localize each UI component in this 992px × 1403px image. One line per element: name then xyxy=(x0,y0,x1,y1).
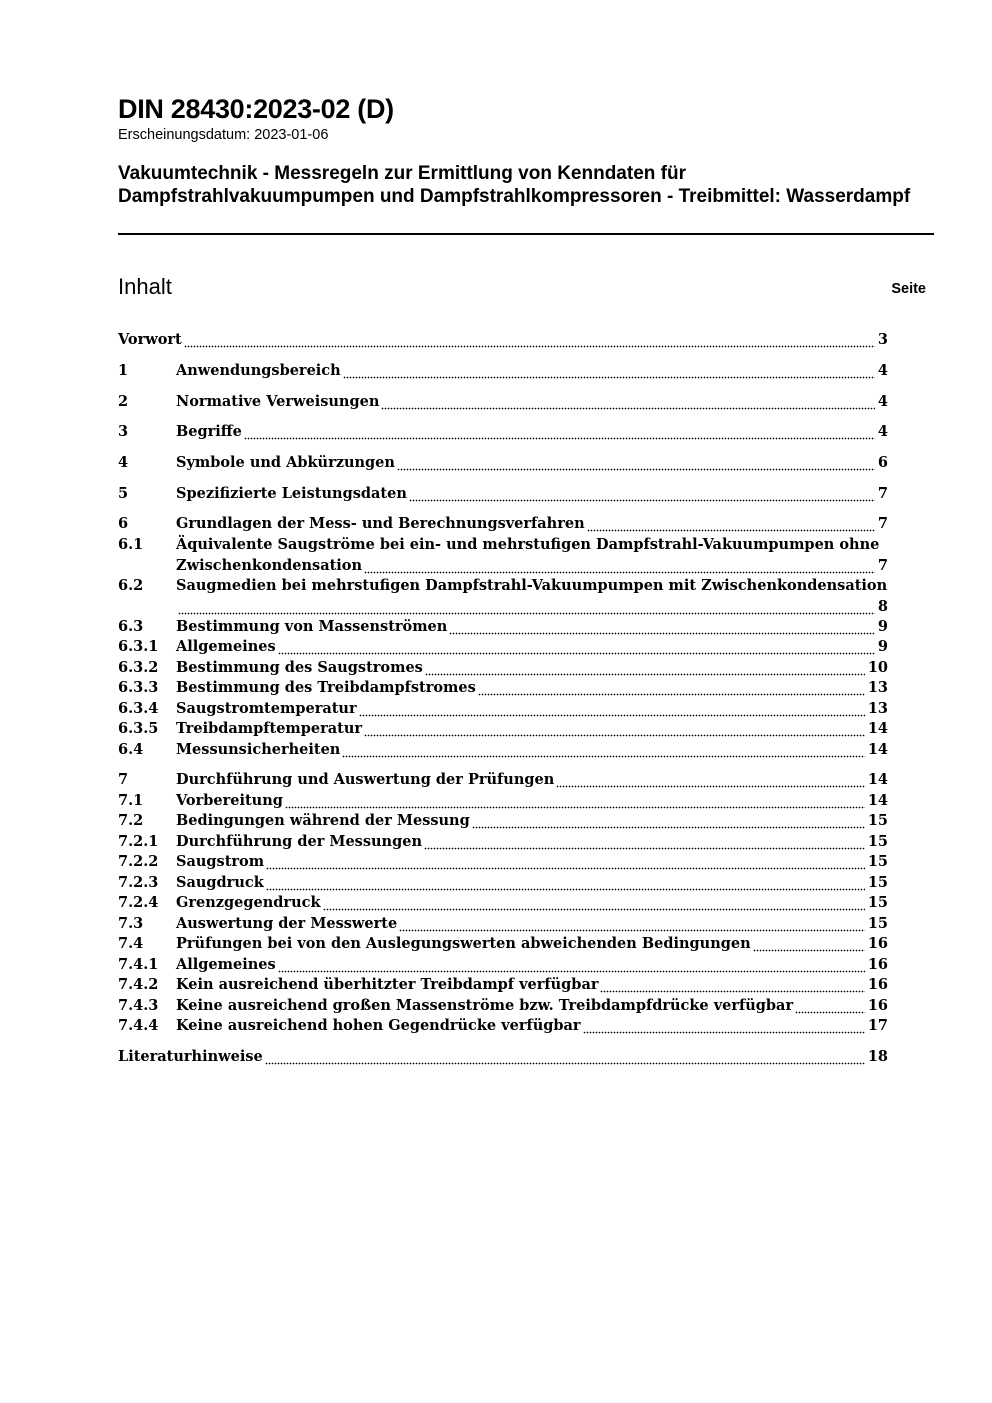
toc-entry[interactable] xyxy=(118,678,888,699)
toc-entry-page: 16 xyxy=(867,997,888,1014)
toc-entry-title: Literaturhinweise xyxy=(118,1048,263,1065)
toc-entry-title: Vorbereitung xyxy=(176,792,283,809)
toc-entry-title: Durchführung und Auswertung der Prüfungen xyxy=(176,771,555,788)
toc-entry-page: 6 xyxy=(877,454,888,471)
toc-leader-dots xyxy=(425,658,865,679)
toc-entry-number: 6.3 xyxy=(118,618,144,635)
toc-entry-page: 7 xyxy=(877,556,888,574)
toc-leader-dots xyxy=(472,811,865,832)
toc-entry-number: 7.2.2 xyxy=(118,853,159,870)
toc-entry-number: 6.4 xyxy=(118,741,144,758)
toc-entry-page: 15 xyxy=(867,894,888,911)
toc-entry-page: 9 xyxy=(877,638,888,655)
toc-entry-page: 14 xyxy=(867,771,888,788)
toc-entry-page: 4 xyxy=(877,423,888,440)
toc-entry-title: Bestimmung des Saugstromes xyxy=(176,659,423,676)
toc-entry-title: Auswertung der Messwerte xyxy=(176,915,398,932)
toc-entry-title: Grenzgegendruck xyxy=(176,894,321,911)
toc-entry-page: 4 xyxy=(877,362,888,379)
toc-entry-page: 7 xyxy=(877,515,888,532)
toc-entry[interactable] xyxy=(118,893,888,914)
toc-leader-dots xyxy=(359,699,865,720)
toc-entry-title: Kein ausreichend überhitzter Treibdampf verfügbar xyxy=(176,976,599,993)
toc-entry-number: 7.2.1 xyxy=(118,833,159,850)
toc-leader-dots xyxy=(265,1047,865,1068)
toc-entry[interactable] xyxy=(118,1047,888,1068)
toc-entry[interactable] xyxy=(118,392,888,413)
toc-leader-dots xyxy=(343,361,875,382)
toc-entry-title: Keine ausreichend hohen Gegendrücke verfügbar xyxy=(176,1017,581,1034)
toc-entry[interactable] xyxy=(118,832,888,853)
toc-entry-page: 16 xyxy=(867,935,888,952)
toc-entry[interactable] xyxy=(118,1016,888,1037)
toc-entry[interactable] xyxy=(118,617,888,638)
toc-entry-title: Spezifizierte Leistungsdaten xyxy=(176,485,407,502)
toc-leader-dots xyxy=(409,484,875,505)
toc-entry[interactable] xyxy=(118,791,888,812)
toc-entry-page: 13 xyxy=(867,700,888,717)
toc-entry-title: Bestimmung des Treibdampfstromes xyxy=(176,679,476,696)
toc-entry[interactable] xyxy=(118,770,888,791)
toc-entry-title: Vorwort xyxy=(118,331,182,348)
toc-leader-dots xyxy=(244,422,875,443)
toc-entry-page: 18 xyxy=(867,1048,888,1065)
toc-entry-title: Bestimmung von Massenströmen xyxy=(176,618,448,635)
toc-leader-dots xyxy=(364,719,865,740)
toc-entry[interactable] xyxy=(118,719,888,740)
toc-entry-number: 7 xyxy=(118,771,129,788)
toc-entry[interactable] xyxy=(118,637,888,658)
document-title: Vakuumtechnik - Messregeln zur Ermittlung von Kenndaten für Dampfstrahlvakuumpumpen und Dampfstrahlkompressoren - Treibmittel: Wasserdampf xyxy=(118,163,911,207)
toc-entry-number: 1 xyxy=(118,362,129,379)
toc-entry-page: 15 xyxy=(867,812,888,829)
toc-entry-title: Normative Verweisungen xyxy=(176,393,380,410)
toc-entry[interactable] xyxy=(118,914,888,935)
toc-entry-number: 6.3.2 xyxy=(118,659,159,676)
toc-entry-title: Saugmedien bei mehrstufigen Dampfstrahl-Vakuumpumpen mit Zwischenkondensation xyxy=(176,577,888,594)
toc-entry-page: 15 xyxy=(867,853,888,870)
toc-leader-dots xyxy=(178,597,875,618)
toc-entry[interactable] xyxy=(118,852,888,873)
toc-entry-page: 4 xyxy=(877,393,888,410)
toc-leader-dots xyxy=(399,914,865,935)
toc-entry[interactable] xyxy=(118,873,888,894)
toc-entry-title: Begriffe xyxy=(176,423,242,440)
toc-entry-number: 6 xyxy=(118,515,129,532)
toc-entry-title: Bedingungen während der Messung xyxy=(176,812,470,829)
toc-entry-page: 13 xyxy=(867,679,888,696)
toc-entry[interactable] xyxy=(118,422,888,443)
toc-heading: Inhalt xyxy=(118,274,172,299)
toc-entry[interactable] xyxy=(118,361,888,382)
toc-leader-dots xyxy=(342,740,864,761)
toc-entry-number: 7.1 xyxy=(118,792,144,809)
toc-entry-title: Treibdampftemperatur xyxy=(176,720,363,737)
toc-entry-title-continued: Zwischenkondensation xyxy=(176,556,363,574)
toc-entry-title: Symbole und Abkürzungen xyxy=(176,454,395,471)
publication-date: Erscheinungsdatum: 2023-01-06 xyxy=(118,127,329,143)
toc-entry-number: 7.2.3 xyxy=(118,874,159,891)
toc-entry-page: 14 xyxy=(867,792,888,809)
toc-leader-dots xyxy=(266,873,865,894)
toc-entry-page: 14 xyxy=(867,741,888,758)
toc-leader-dots xyxy=(587,514,875,535)
page-column-heading: Seite xyxy=(891,281,926,297)
toc-entry-page: 3 xyxy=(877,331,888,348)
toc-entry-number: 6.3.5 xyxy=(118,720,159,737)
toc-entry-number: 7.4.1 xyxy=(118,956,159,973)
toc-entry-number: 4 xyxy=(118,454,129,471)
toc-entry-page: 16 xyxy=(867,976,888,993)
toc-entry-number: 7.4.3 xyxy=(118,997,159,1014)
toc-entry-number: 3 xyxy=(118,423,129,440)
toc-entry[interactable] xyxy=(118,955,888,976)
toc-entry-number: 7.4.2 xyxy=(118,976,159,993)
toc-entry-number: 6.2 xyxy=(118,577,144,594)
toc-entry-page: 17 xyxy=(867,1017,888,1034)
title-divider xyxy=(118,233,934,235)
toc-entry[interactable] xyxy=(118,975,888,996)
toc-leader-dots xyxy=(424,832,865,853)
toc-entry[interactable] xyxy=(118,330,888,351)
toc-entry-number: 6.1 xyxy=(118,536,144,553)
toc-leader-dots xyxy=(795,996,865,1017)
toc-entry-title: Allgemeines xyxy=(176,956,276,973)
toc-entry[interactable] xyxy=(118,535,888,576)
toc-entry[interactable] xyxy=(118,699,888,720)
toc-entry-number: 6.3.4 xyxy=(118,700,159,717)
toc-entry-page: 10 xyxy=(867,659,888,676)
toc-entry-title: Saugstrom xyxy=(176,853,265,870)
toc-entry-title: Allgemeines xyxy=(176,638,276,655)
toc-leader-dots xyxy=(753,934,865,955)
toc-entry-page: 15 xyxy=(867,915,888,932)
toc-entry-number: 5 xyxy=(118,485,129,502)
toc-entry-number: 6.3.3 xyxy=(118,679,159,696)
toc-leader-dots xyxy=(397,453,875,474)
toc-entry[interactable] xyxy=(118,658,888,679)
toc-entry[interactable] xyxy=(118,576,888,617)
toc-entry[interactable] xyxy=(118,934,888,955)
toc-entry-title: Messunsicherheiten xyxy=(176,741,341,758)
toc-entry-page: 15 xyxy=(867,874,888,891)
toc-leader-dots xyxy=(478,678,865,699)
toc-entry[interactable] xyxy=(118,484,888,505)
toc-leader-dots xyxy=(184,330,875,351)
toc-entry-title: Saugstromtemperatur xyxy=(176,700,357,717)
toc-leader-dots xyxy=(556,770,865,791)
toc-entry-title: Keine ausreichend großen Massenströme bzw. Treibdampfdrücke verfügbar xyxy=(176,997,794,1014)
toc-leader-dots xyxy=(381,392,875,413)
toc-entry-page: 9 xyxy=(877,618,888,635)
toc-entry[interactable] xyxy=(118,453,888,474)
toc-entry-title: Saugdruck xyxy=(176,874,264,891)
toc-leader-dots xyxy=(583,1016,865,1037)
toc-entry-title: Anwendungsbereich xyxy=(176,362,341,379)
toc-entry-page: 8 xyxy=(877,597,888,615)
toc-entry[interactable] xyxy=(118,996,888,1017)
toc-entry-number: 2 xyxy=(118,393,129,410)
toc-entry[interactable] xyxy=(118,811,888,832)
toc-leader-dots xyxy=(278,955,865,976)
document-id: DIN 28430:2023-02 (D) xyxy=(118,94,394,124)
toc-leader-dots xyxy=(266,852,865,873)
toc-leader-dots xyxy=(285,791,865,812)
toc-entry-title: Durchführung der Messungen xyxy=(176,833,423,850)
toc-entry-title: Grundlagen der Mess- und Berechnungsverfahren xyxy=(176,515,585,532)
toc-entry-page: 14 xyxy=(867,720,888,737)
toc-entry-number: 7.4.4 xyxy=(118,1017,159,1034)
toc-entry-number: 7.2 xyxy=(118,812,144,829)
toc-entry-page: 7 xyxy=(877,485,888,502)
toc-leader-dots xyxy=(364,556,875,577)
toc-entry-number: 6.3.1 xyxy=(118,638,159,655)
toc-entry-number: 7.2.4 xyxy=(118,894,159,911)
toc-entry-title: Äquivalente Saugströme bei ein- und mehrstufigen Dampfstrahl-Vakuumpumpen ohne xyxy=(176,536,880,553)
toc-entry[interactable] xyxy=(118,514,888,535)
toc-leader-dots xyxy=(323,893,865,914)
toc-leader-dots xyxy=(449,617,875,638)
toc-entry-number: 7.3 xyxy=(118,915,144,932)
toc-entry-page: 16 xyxy=(867,956,888,973)
toc-leader-dots xyxy=(278,637,875,658)
toc-entry-title: Prüfungen bei von den Auslegungswerten abweichenden Bedingungen xyxy=(176,935,751,952)
toc-leader-dots xyxy=(600,975,864,996)
toc-entry[interactable] xyxy=(118,740,888,761)
toc-entry-page: 15 xyxy=(867,833,888,850)
toc-entry-number: 7.4 xyxy=(118,935,144,952)
